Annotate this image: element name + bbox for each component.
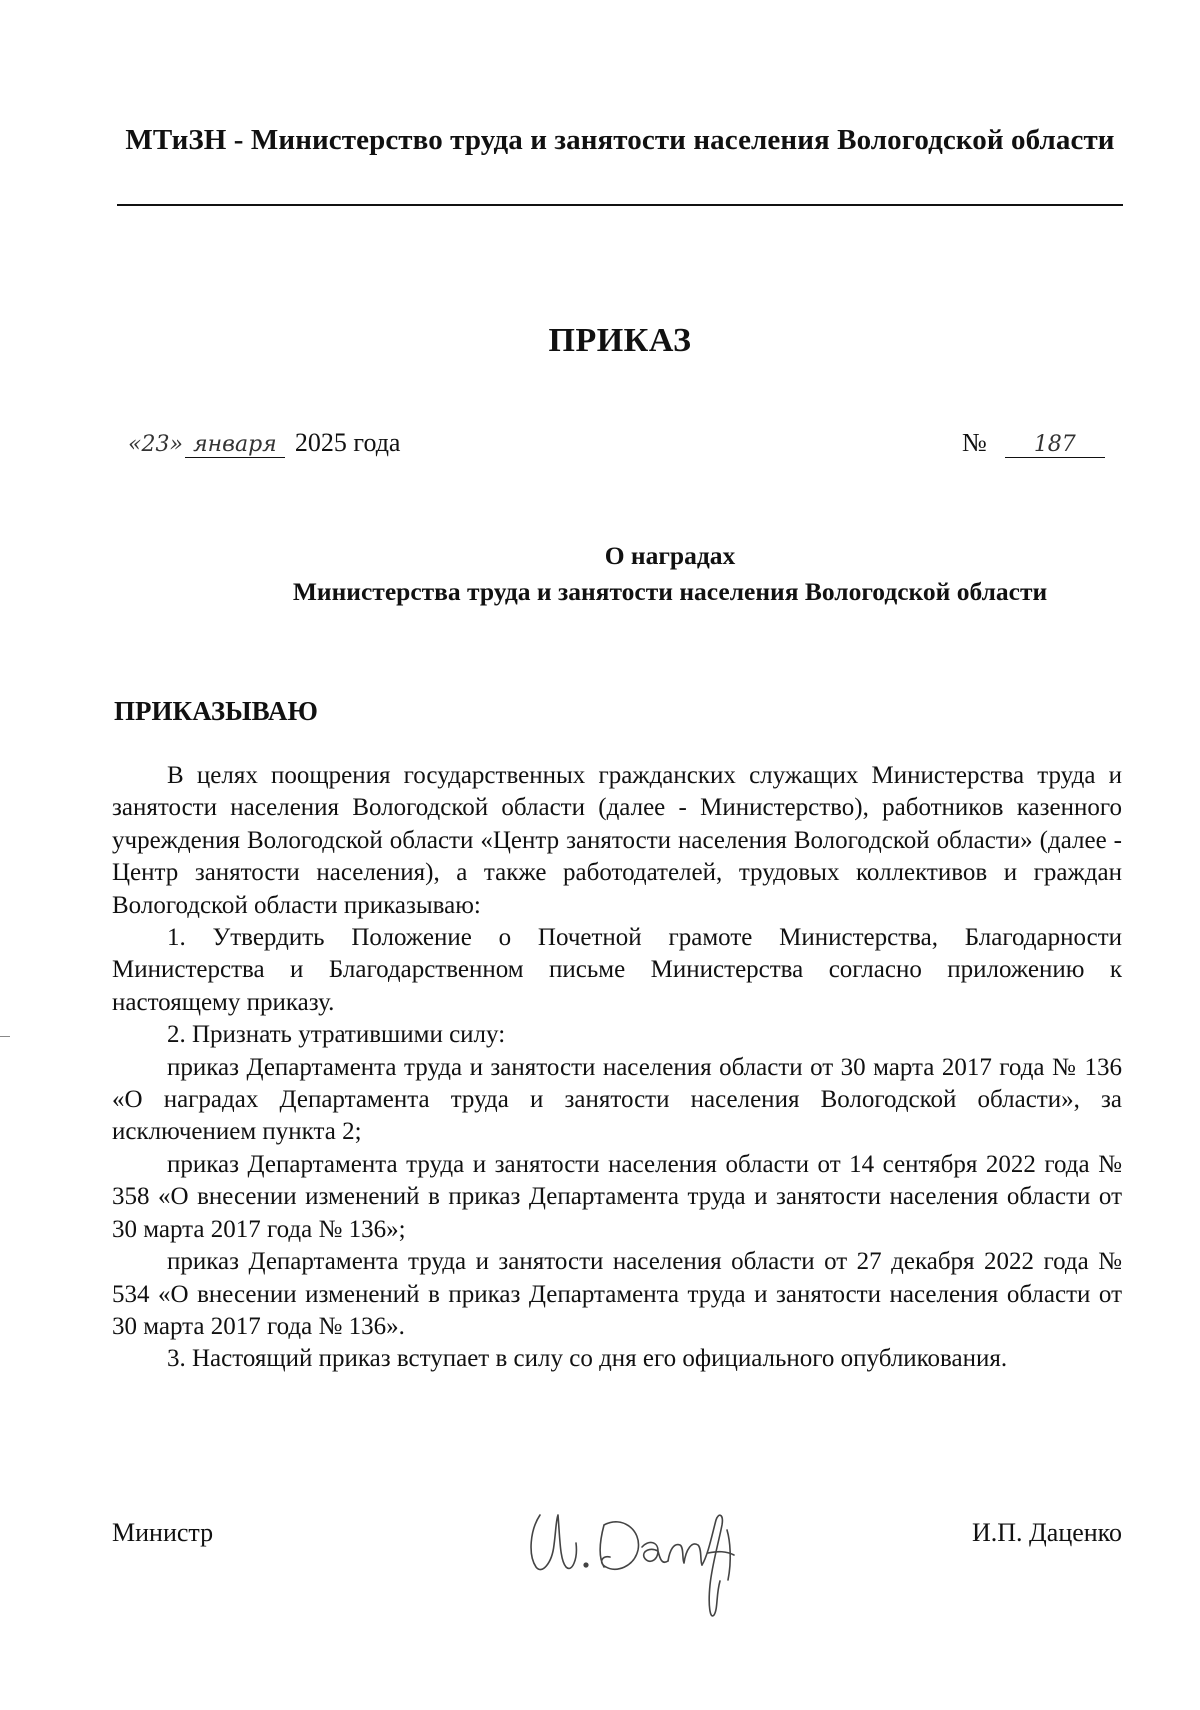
number-label: № xyxy=(962,428,987,457)
order-heading: ПРИКАЗЫВАЮ xyxy=(114,696,318,726)
paragraph-repeal-1: приказ Департамента труда и занятости населения области от 30 марта 2017 года № 136 «О наградах Департамента труда и занятости населения Вологодской области», за исключением пункта 2; xyxy=(112,1053,1122,1146)
date-month-handwritten: января xyxy=(185,432,285,458)
number-value-handwritten: 187 xyxy=(1005,432,1105,458)
scan-margin-mark xyxy=(0,1036,10,1037)
paragraph-repeal-2: приказ Департамента труда и занятости населения области от 14 сентября 2022 года № 358 «О внесении изменений в приказ Департамента труда и занятости населения области от 30 марта 2017 года № 136»; xyxy=(112,1150,1122,1243)
document-subject xyxy=(70,538,1200,610)
signatory-title: Министр xyxy=(112,1518,214,1547)
document-date xyxy=(128,428,400,458)
signatory-name: И.П. Даценко xyxy=(971,1518,1122,1547)
date-day-handwritten: «23» xyxy=(128,432,183,457)
subject-line-1: О наградах xyxy=(604,541,736,570)
paragraph-item-3: 3. Настоящий приказ вступает в силу со дня его официального опубликования. xyxy=(167,1345,1008,1373)
header-divider xyxy=(117,204,1123,206)
paragraph-item-1: 1. Утвердить Положение о Почетной грамоте Министерства, Благодарности Министерства и Благодарственном письме Министерства согласно приложению к настоящему приказу. xyxy=(112,924,1122,1016)
document-type-title: ПРИКАЗ xyxy=(548,322,692,359)
document-number xyxy=(962,428,1105,458)
paragraph-item-2: 2. Признать утратившими силу: xyxy=(167,1021,506,1049)
handwritten-signature xyxy=(512,1485,762,1635)
paragraph-repeal-3: приказ Департамента труда и занятости населения области от 27 декабря 2022 года № 534 «О внесении изменений в приказ Департамента труда и занятости населения области от 30 марта 2017 года № 136». xyxy=(112,1248,1122,1340)
subject-line-2: Министерства труда и занятости населения Вологодской области xyxy=(292,577,1048,606)
paragraph-preamble: В целях поощрения государственных гражданских служащих Министерства труда и занятости населения Вологодской области (далее - Министерство), работников казенного учреждения Вологодской области «Центр занятости населения Вологодской области» (далее - Центр занятости населения), а также работодателей, трудовых коллективов и граждан Вологодской области приказываю: xyxy=(112,762,1122,919)
signature-block xyxy=(112,1510,1122,1710)
organization-header: МТиЗН - Министерство труда и занятости населения Вологодской области xyxy=(125,124,1115,156)
document-body xyxy=(112,760,1122,1376)
date-year: 2025 года xyxy=(294,428,401,457)
